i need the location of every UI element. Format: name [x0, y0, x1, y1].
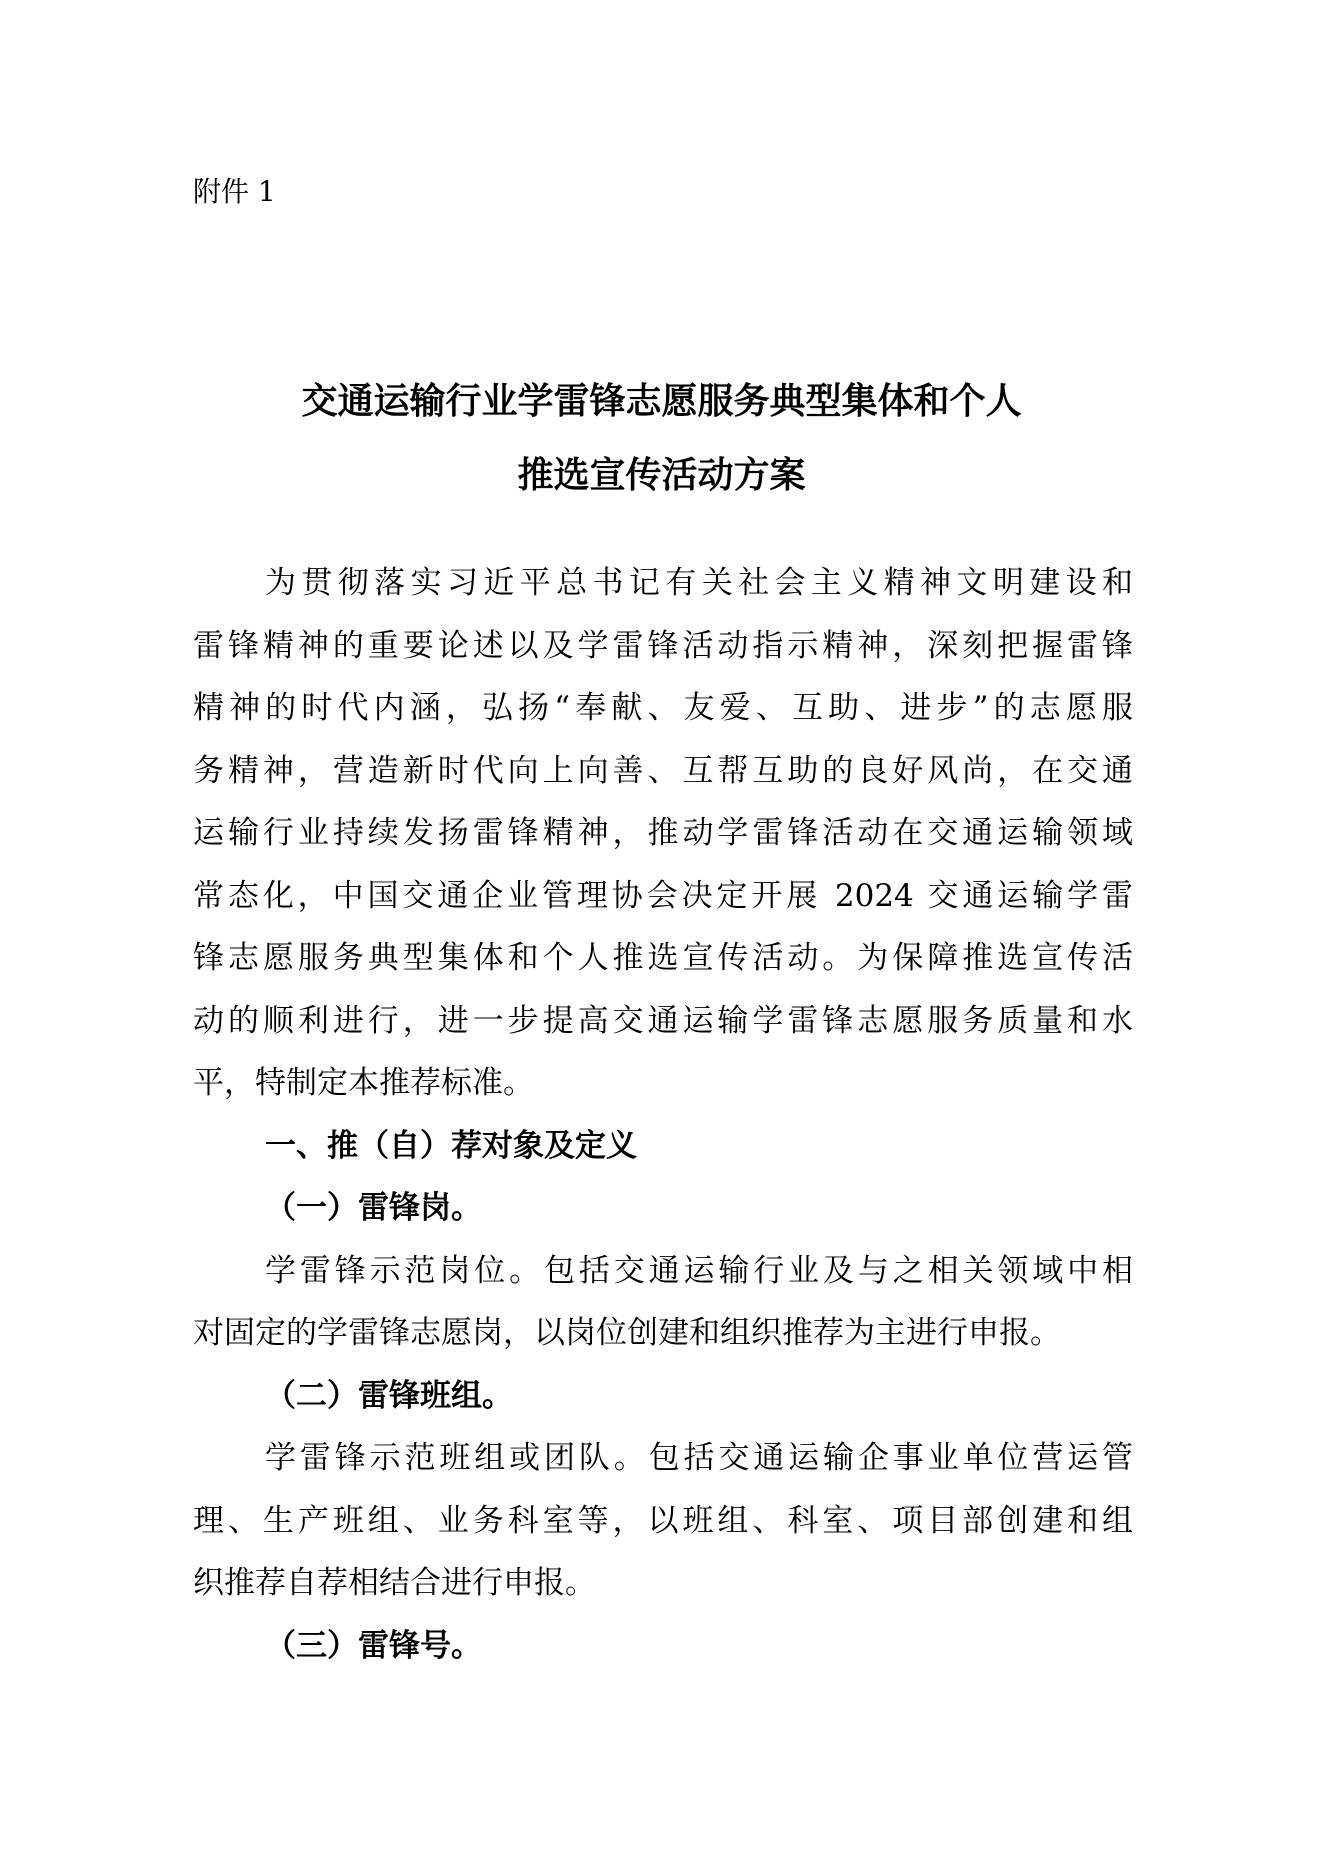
subsection-heading: （一）雷锋岗。 — [265, 1190, 482, 1226]
text-line: 动的顺利进行，进一步提高交通运输学雷锋志愿服务质量和水 — [193, 1002, 1133, 1039]
text-line: 理、生产班组、业务科室等，以班组、科室、项目部创建和组 — [193, 1502, 1133, 1539]
text-line: 对固定的学雷锋志愿岗，以岗位创建和组织推荐为主进行申报。 — [193, 1315, 1061, 1351]
text-line: 精神的时代内涵，弘扬“奉献、友爱、互助、进步”的志愿服 — [193, 690, 1133, 726]
intro-paragraph — [193, 552, 1133, 1115]
subsection-heading: （二）雷锋班组。 — [265, 1377, 513, 1414]
text-line: 学雷锋示范岗位。包括交通运输行业及与之相关领域中相 — [265, 1252, 1133, 1289]
text-line: 学雷锋示范班组或团队。包括交通运输企事业单位营运管 — [265, 1440, 1133, 1476]
document-title — [193, 365, 1130, 513]
subsection-paragraph — [193, 1240, 1133, 1365]
subsection-heading: （三）雷锋号。 — [265, 1627, 482, 1664]
text-line: 务精神，营造新时代向上向善、互帮互助的良好风尚，在交通 — [193, 752, 1133, 789]
text-line: 锋志愿服务典型集体和个人推选宣传活动。为保障推选宣传活 — [193, 940, 1133, 976]
text-line: 平，特制定本推荐标准。 — [193, 1065, 534, 1101]
section-heading: 一、推（自）荐对象及定义 — [265, 1127, 637, 1164]
text-line: 雷锋精神的重要论述以及学雷锋活动指示精神，深刻把握雷锋 — [193, 627, 1133, 664]
text-line: 织推荐自荐相结合进行申报。 — [193, 1565, 596, 1601]
text-line: 常态化，中国交通企业管理协会决定开展 2024 交通运输学雷 — [193, 877, 1133, 914]
text-line: 运输行业持续发扬雷锋精神，推动学雷锋活动在交通运输领域 — [193, 815, 1133, 851]
attachment-label: 附件 1 — [193, 175, 276, 208]
subsection-paragraph — [193, 1427, 1133, 1615]
title-line-2: 推选宣传活动方案 — [517, 455, 806, 496]
title-line-1: 交通运输行业学雷锋志愿服务典型集体和个人 — [301, 381, 1022, 422]
document-body — [193, 552, 1133, 1677]
text-line: 为贯彻落实习近平总书记有关社会主义精神文明建设和 — [265, 565, 1133, 601]
